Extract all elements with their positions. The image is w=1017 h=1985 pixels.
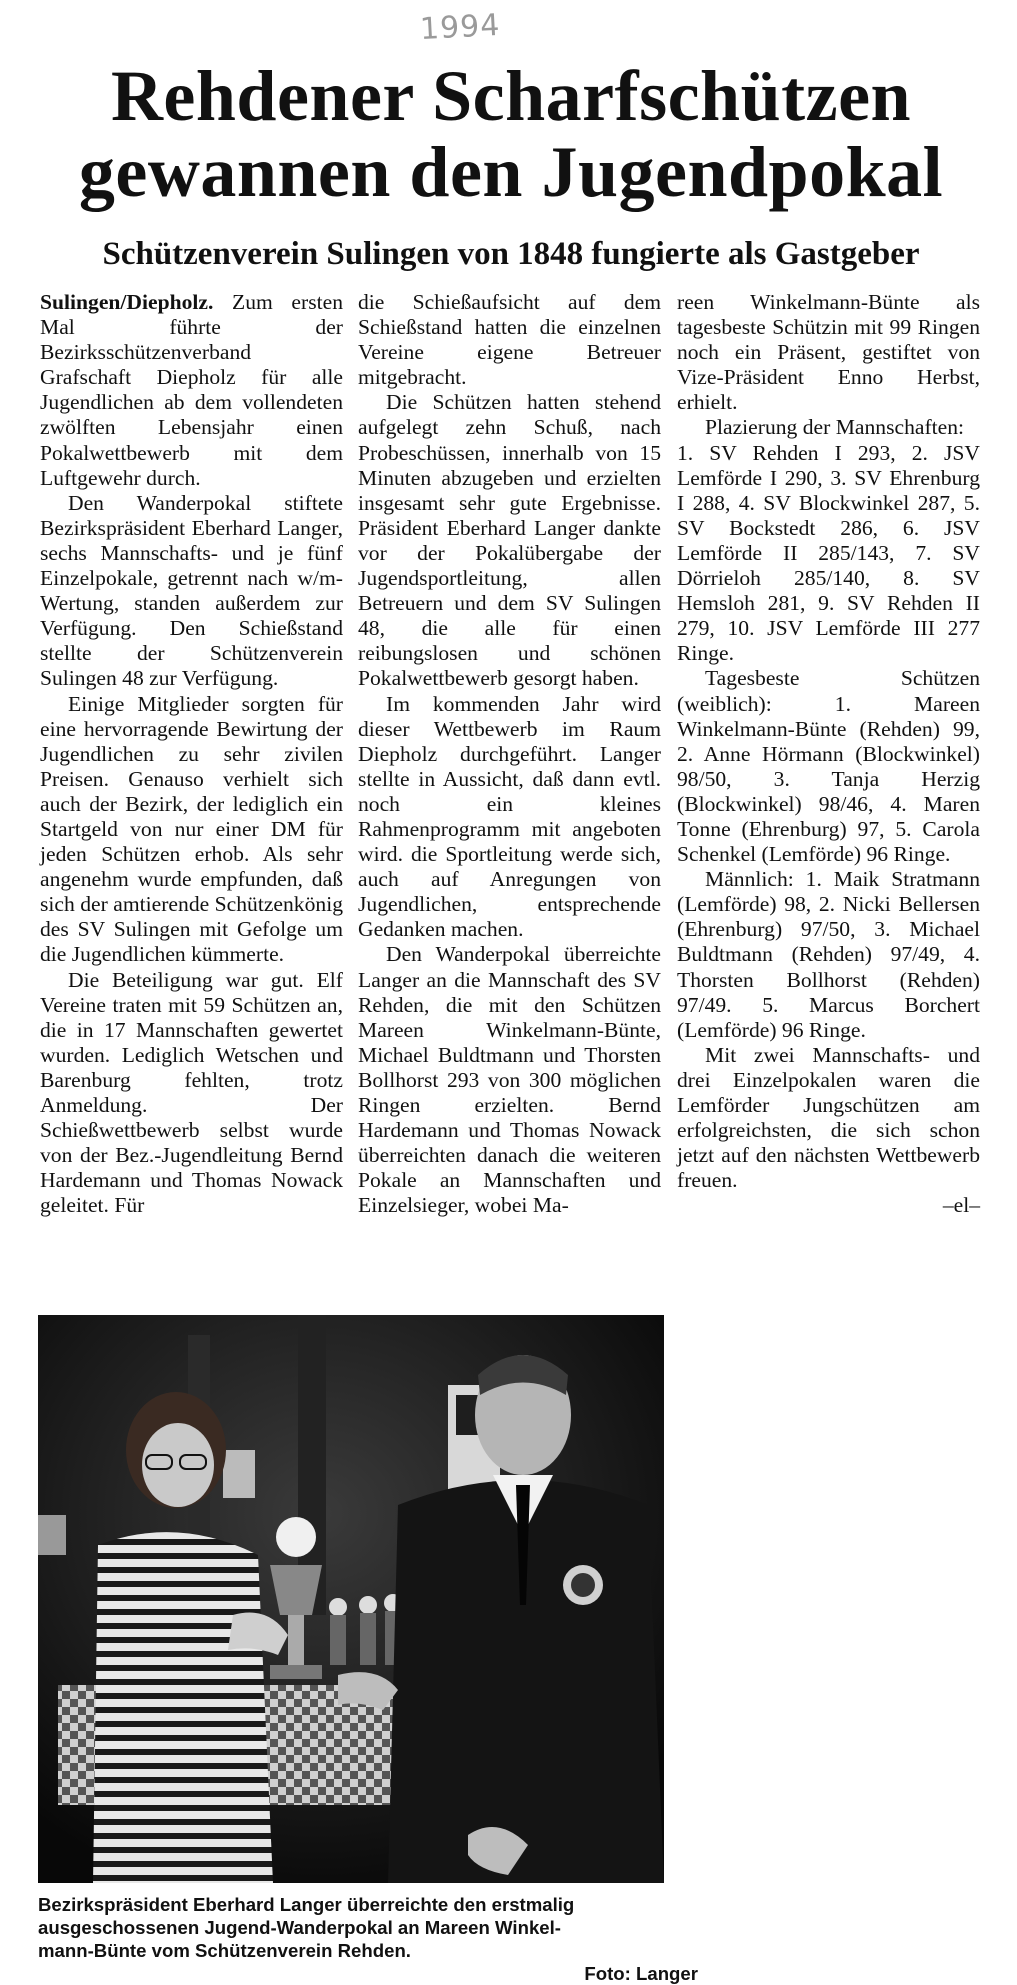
paragraph: Den Wanderpokal stiftete Bezirkspräsident Eberhard Langer, sechs Mannschafts- und je fünf Einzelpokale, getrennt nach w/m-Wertung, standen außerdem zur Verfügung. Den Schießstand stellte der Schützenverein Sulingen 48 zur Verfügung. (40, 490, 343, 691)
photo-caption (38, 1893, 698, 1985)
headline (26, 58, 996, 210)
paragraph: Männlich: 1. Maik Stratmann (Lemförde) 98, 2. Nicki Bellersen (Ehrenburg) 97/50, 3. Michael Buldtmann (Rehden) 97/49, 4. Thorsten Bollhorst (Rehden) 97/49. 5. Marcus Borchert (Lemförde) 96 Ringe. (677, 867, 980, 1042)
paragraph: Einige Mitglieder sorgten für eine hervorragende Bewirtung der Jugendlichen zu sehr zivilen Preisen. Genauso verhielt sich auch der Bezirk, der lediglich ein Startgeld von nur einer DM für jeden Schützen erhob. Als sehr angenehm wurde empfunden, daß sich der amtierende Schützenkönig des SV Sulingen mit Gefolge um die Jugendlichen kümmerte. (40, 691, 343, 967)
caption-line-1: Bezirkspräsident Eberhard Langer überreichte den erstmalig (38, 1894, 575, 1915)
paragraph: Die Beteiligung war gut. Elf Vereine traten mit 59 Schützen an, die in 17 Mannschaften gewertet wurden. Lediglich Wetschen und Barenburg fehlten, trotz Anmeldung. Der Schießwettbewerb selbst wurde von der Bez.-Jugendleitung Bernd Hardemann und Thomas Nowack geleitet. Für (40, 967, 343, 1218)
caption-line-2: ausgeschossenen Jugend-Wanderpokal an Mareen Winkel- (38, 1917, 561, 1938)
subheadline: Schützenverein Sulingen von 1848 fungierte als Gastgeber (102, 236, 920, 272)
paragraph: Die Schützen hatten stehend aufgelegt zehn Schuß, nach Probeschüssen, innerhalb von 15 Minuten abzugeben und erzielten insgesamt sehr gute Ergebnisse. Präsident Eberhard Langer dankte vor der Pokalübergabe der Jugendsportleitung, allen Betreuern und dem SV Sulingen 48, die alle für einen reibungslosen und schönen Pokalwettbewerb gesorgt haben. (358, 390, 661, 691)
paragraph: Tagesbeste Schützen (weiblich): 1. Mareen Winkelmann-Bünte (Rehden) 99, 2. Anne Hörmann (Blockwinkel) 98/50, 3. Tanja Herzig (Blockwinkel) 98/46, 4. Maren Tonne (Ehrenburg) 97, 5. Carola Schenkel (Lemförde) 96 Ringe. (677, 666, 980, 867)
caption-line-3-text: mann-Bünte vom Schützenverein Rehden. (38, 1940, 411, 1961)
caption-line-3 (38, 1939, 698, 1984)
paragraph: reen Winkelmann-Bünte als tagesbeste Schützin mit 99 Ringen noch ein Präsent, gestiftet von Vize-Präsident Enno Herbst, erhielt. (677, 290, 980, 415)
photo-credit: Foto: Langer (584, 1963, 698, 1984)
photo-illustration (38, 1315, 664, 1883)
paragraph: Mit zwei Mannschafts- und drei Einzelpokalen waren die Lemförder Jungschützen am erfolgreichsten, die sich schon jetzt auf den nächsten Wettbewerb freuen. (677, 1042, 980, 1193)
article-column-2 (358, 290, 661, 1218)
handwritten-year: 1994 (419, 7, 502, 48)
dateline: Sulingen/Diepholz. (40, 290, 214, 314)
paragraph: Plazierung der Mannschaften: (705, 415, 965, 440)
paragraph-text: Zum ersten Mal führte der Bezirksschützenverband Grafschaft Diepholz für alle Jugendlichen ab dem vollendeten zwölften Lebensjahr einen Pokalwettbewerb mit dem Luftgewehr durch. (40, 290, 343, 490)
article-column-3 (677, 290, 980, 1218)
paragraph: Den Wanderpokal überreichte Langer an die Mannschaft des SV Rehden, die mit den Schützen Mareen Winkelmann-Bünte, Michael Buldtmann und Thorsten Bollhorst 293 von 300 möglichen Ringen erzielten. Bernd Hardemann und Thomas Nowack überreichten danach die weiteren Pokale an Mannschaften und Einzelsieger, wobei Ma- (358, 942, 661, 1218)
paragraph (40, 290, 343, 491)
paragraph: Im kommenden Jahr wird dieser Wettbewerb im Raum Diepholz durchgeführt. Langer stellte in Aussicht, daß dann evtl. noch ein kleines Rahmenprogramm mit angeboten wird. die Sportleitung werde sich, auch auf Anregungen von Jugendlichen, entsprechende Gedanken machen. (358, 691, 661, 942)
article-column-1 (40, 290, 343, 1218)
paragraph: 1. SV Rehden I 293, 2. JSV Lemförde I 290, 3. SV Ehrenburg I 288, 4. SV Blockwinkel 287, 5. SV Bockstedt 286, 6. JSV Lemförde II 285/143, 7. SV Dörrieloh 285/140, 8. SV Hemsloh 281, 9. SV Rehden II 279, 10. JSV Lemförde III 277 Ringe. (677, 440, 980, 666)
paragraph: die Schießaufsicht auf dem Schießstand hatten die einzelnen Vereine eigene Betreuer mitgebracht. (358, 290, 661, 390)
author-signature: –el– (942, 1193, 980, 1218)
headline-line-2: gewannen den Jugendpokal (78, 132, 944, 212)
headline-line-1: Rehdener Scharfschützen (110, 56, 912, 136)
award-photo (38, 1315, 664, 1883)
